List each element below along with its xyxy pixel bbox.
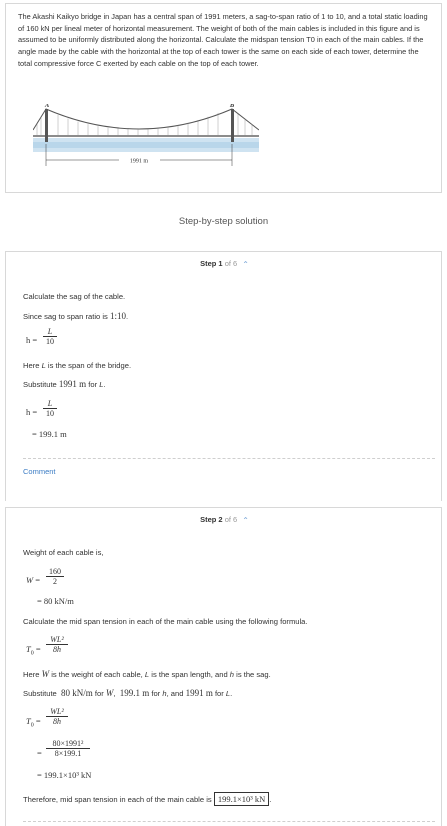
step-2-text-2: Calculate the mid span tension in each of the main cable using the following formula. bbox=[23, 617, 308, 626]
step-2-header[interactable] bbox=[6, 515, 443, 524]
divider bbox=[23, 458, 435, 459]
step-2-text-3: Here W is the weight of each cable, L is the span length, and h is the sag. bbox=[23, 669, 271, 679]
w-lhs: W = bbox=[26, 575, 41, 585]
t3-fraction: 80×1991² 8×199.1 bbox=[46, 739, 90, 758]
w-result: = 80 kN/m bbox=[37, 596, 74, 606]
t2-fraction: WL² 8h bbox=[46, 707, 68, 726]
label-a: A bbox=[44, 104, 50, 109]
eq1-lhs: h = bbox=[26, 335, 38, 345]
step-1-header[interactable] bbox=[6, 259, 443, 268]
problem-card bbox=[5, 3, 442, 193]
final-answer-box: 199.1×10³ kN bbox=[214, 792, 269, 806]
w-fraction: 160 2 bbox=[46, 567, 64, 586]
step-2-count: of 6 bbox=[222, 515, 238, 524]
problem-text: The Akashi Kaikyo bridge in Japan has a central span of 1991 meters, a sag-to-span ratio of 1 to 10, and a total static loading of 160 kN per lineal meter of horizontal measurement. The weight of both of the main cables is included in this figure and is assumed to be uniformly distributed along the horizontal. Calculate the midspan tension T0 in each of the main cables. If the angle made by the cable with the horizontal at the top of each tower is the same on each side of each tower, determine the total compressive force C exerted by each cable on the top of each tower. bbox=[18, 12, 428, 68]
divider bbox=[23, 821, 435, 822]
step-2-text-4: Substitute 80 kN/m for W, 199.1 m for h, and 1991 m for L. bbox=[23, 688, 233, 698]
step-2-text-1: Weight of each cable is, bbox=[23, 548, 104, 557]
eq2-result: = 199.1 m bbox=[32, 429, 67, 439]
collapse-caret-icon[interactable]: ⌃ bbox=[242, 516, 249, 525]
label-b: B bbox=[229, 104, 235, 109]
t-result: = 199.1×10³ kN bbox=[37, 770, 92, 780]
eq1-fraction: L 10 bbox=[43, 327, 57, 346]
step-1-text-2: Since sag to span ratio is 1:10. bbox=[23, 311, 129, 321]
solution-heading: Step-by-step solution bbox=[178, 216, 269, 227]
span-label: 1991 m bbox=[129, 158, 149, 165]
step-1-label: Step 1 bbox=[200, 259, 223, 268]
step-1-card bbox=[5, 251, 442, 501]
eq2-fraction: L 10 bbox=[43, 399, 57, 418]
t2-lhs: $T_0$ = bbox=[26, 716, 41, 729]
step-2-label: Step 2 bbox=[200, 515, 223, 524]
step-2-final: Therefore, mid span tension in each of the main cable is 199.1×10³ kN . bbox=[23, 794, 272, 804]
t-fraction: WL² 8h bbox=[46, 635, 68, 654]
step-1-text-3: Here L is the span of the bridge. bbox=[23, 361, 132, 370]
collapse-caret-icon[interactable]: ⌃ bbox=[242, 260, 249, 269]
t-lhs: $T_0$ = bbox=[26, 644, 41, 657]
bridge-figure bbox=[33, 104, 259, 174]
eq2-lhs: h = bbox=[26, 407, 38, 417]
comment-link[interactable]: Comment bbox=[23, 467, 56, 476]
step-1-count: of 6 bbox=[222, 259, 238, 268]
step-1-text-4: Substitute 1991 m for L. bbox=[23, 379, 106, 389]
step-2-card: Step 2 of 6 ⌃ Weight of each cable is, W = 160 2 = 80 kN/m Calculate the mid span tension in each of the main cable using the following formula. $T_0$ = WL² 8h Here W is the weight of each cable, L is the span length, and h is the sag. Substitute 80 kN/m for W, 199.1 m for h, and 1991 m for L. $T_0$ = WL² 8h = 80×1991² 8×199.1 = 199.1×10³ kN Therefore, mid span tension in each of the main cable is 199.1×10³ kN . bbox=[5, 507, 442, 826]
step-1-text-1: Calculate the sag of the cable. bbox=[23, 292, 126, 301]
